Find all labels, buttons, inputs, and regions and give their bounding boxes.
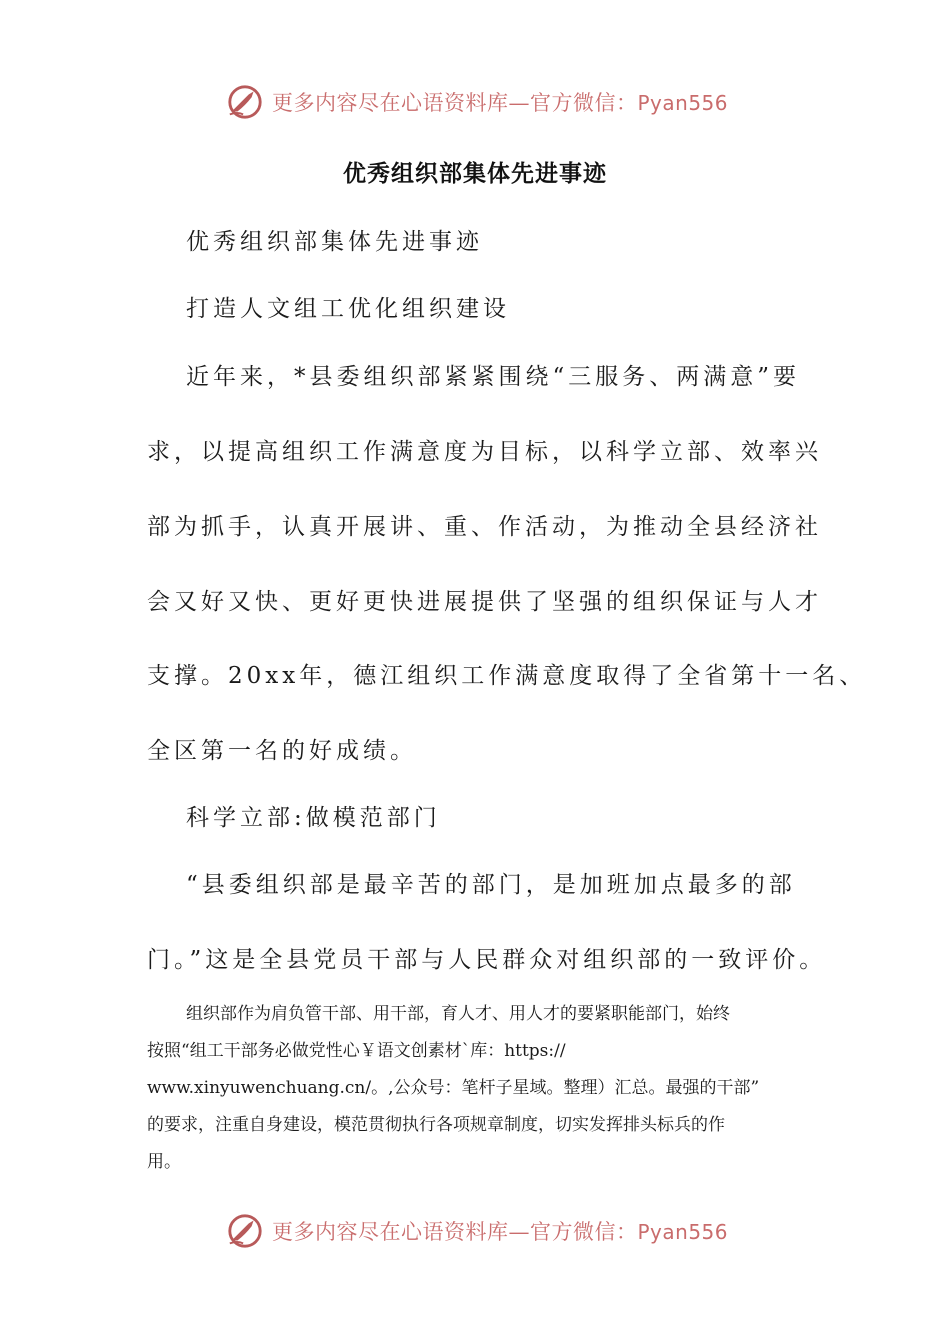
pen-circle-logo-icon (226, 83, 264, 121)
paragraph-line: 门。”这是全县党员干部与人民群众对组织部的一致评价。 (147, 947, 827, 973)
banner-contact: Pyan556 (637, 91, 729, 115)
paragraph-line: 优秀组织部集体先进事迹 (186, 229, 483, 255)
small-paragraph-line: 的要求，注重自身建设，模范贯彻执行各项规章制度，切实发挥排头标兵的作 (147, 1115, 725, 1135)
paragraph-line: 会又好又快、更好更快进展提供了坚强的组织保证与人才 (147, 589, 822, 615)
header-banner (0, 76, 950, 128)
paragraph-line: 近年来，*县委组织部紧紧围绕“三服务、两满意”要 (186, 364, 801, 390)
paragraph-line: 打造人文组工优化组织建设 (186, 296, 510, 322)
document-title: 优秀组织部集体先进事迹 (343, 160, 607, 187)
paragraph-line: 求，以提高组织工作满意度为目标，以科学立部、效率兴 (147, 439, 822, 465)
section-heading: 科学立部:做模范部门 (186, 805, 441, 831)
pen-circle-logo-icon (226, 1212, 264, 1250)
banner-text: 更多内容尽在心语资料库—官方微信：Pyan556 (272, 91, 729, 115)
small-paragraph-line: 组织部作为肩负管干部、用干部，育人才、用人才的要紧职能部门，始终 (186, 1004, 730, 1024)
paragraph-line: 部为抓手，认真开展讲、重、作活动，为推动全县经济社 (147, 514, 822, 540)
paragraph-line: “县委组织部是最辛苦的部门，是加班加点最多的部 (186, 872, 796, 898)
footer-banner (0, 1205, 950, 1257)
banner-contact: Pyan556 (637, 1220, 729, 1244)
small-paragraph-line: 按照“组工干部务必做党性心￥语文创素材`库：https:// (147, 1041, 566, 1061)
paragraph-line: 全区第一名的好成绩。 (147, 738, 417, 764)
paragraph-line: 支撑。20xx年，德江组织工作满意度取得了全省第十一名、 (147, 663, 867, 689)
banner-text: 更多内容尽在心语资料库—官方微信：Pyan556 (272, 1220, 729, 1244)
small-paragraph-line: www.xinyuwenchuang.cn/。,公众号：笔杆子星域。整理）汇总。最强的干部” (147, 1078, 760, 1098)
small-paragraph-line: 用。 (147, 1152, 181, 1172)
